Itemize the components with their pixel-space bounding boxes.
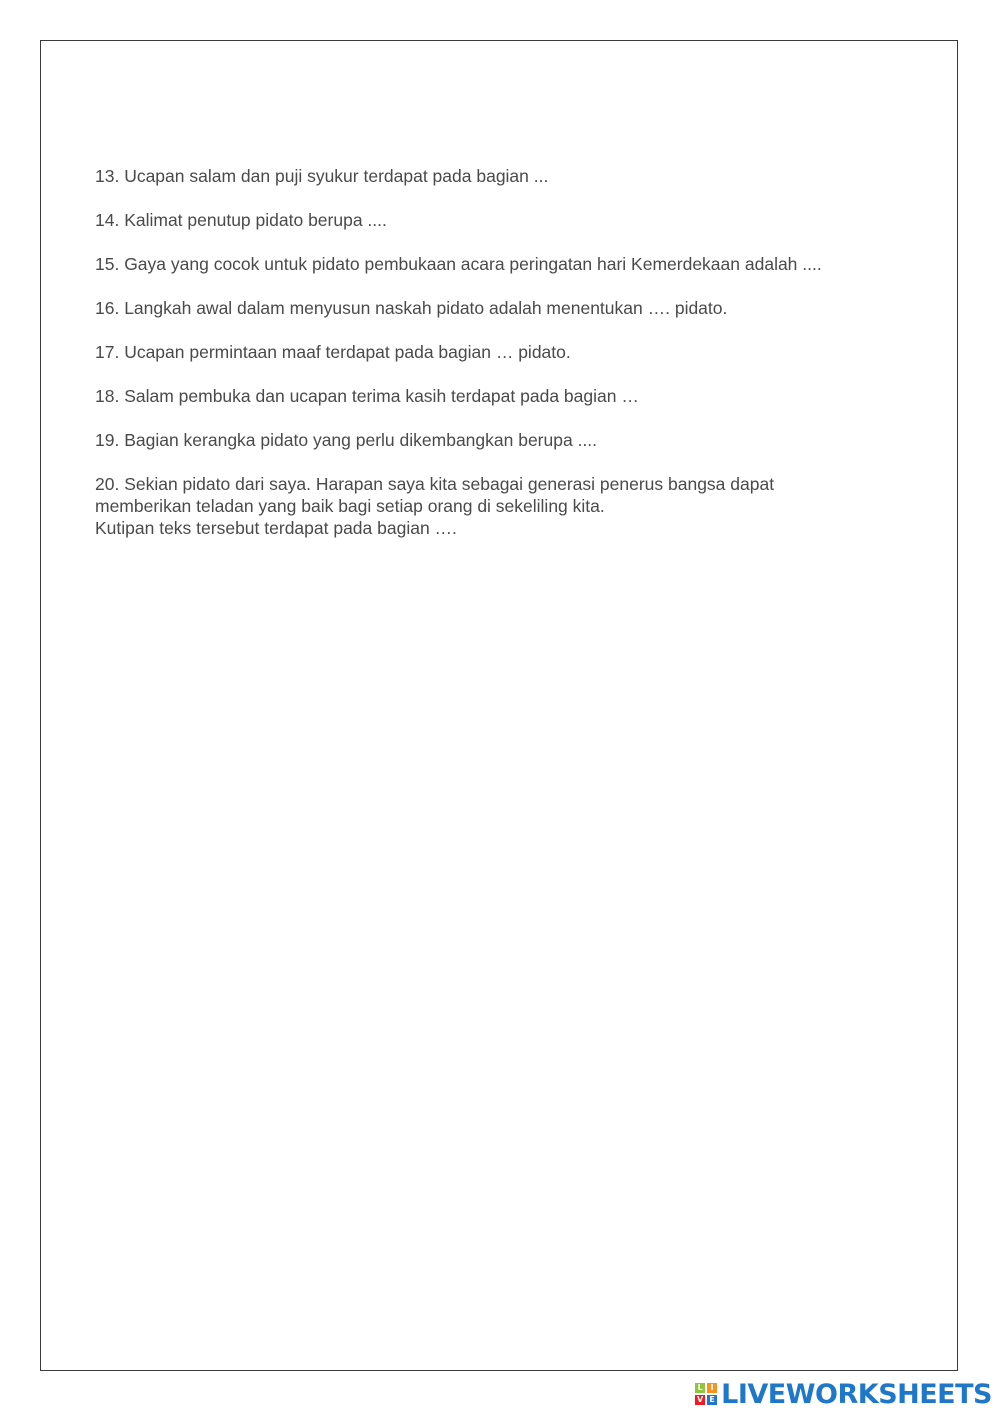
question-20-line-1: 20. Sekian pidato dari saya. Harapan saya kita sebagai generasi penerus bangsa dapat: [95, 474, 775, 494]
question-19: 19. Bagian kerangka pidato yang perlu dikembangkan berupa ....: [95, 430, 598, 450]
question-20: [95, 473, 915, 539]
question-18: 18. Salam pembuka dan ucapan terima kasih terdapat pada bagian …: [95, 386, 639, 406]
logo-letter-l: L: [695, 1383, 705, 1393]
liveworksheets-logo-icon: [695, 1383, 717, 1405]
liveworksheets-wordmark: LIVEWORKSHEETS: [721, 1378, 992, 1410]
logo-letter-v: V: [697, 1395, 704, 1404]
question-13: 13. Ucapan salam dan puji syukur terdapat pada bagian ...: [95, 166, 549, 186]
question-17: 17. Ucapan permintaan maaf terdapat pada bagian … pidato.: [95, 342, 571, 362]
question-list: [95, 165, 915, 561]
logo-letter-e: E: [707, 1395, 717, 1405]
question-15: 15. Gaya yang cocok untuk pidato pembukaan acara peringatan hari Kemerdekaan adalah ....: [95, 254, 822, 274]
question-20-line-2: memberikan teladan yang baik bagi setiap orang di sekeliling kita.: [95, 496, 605, 516]
logo-letter-i: I: [707, 1383, 717, 1393]
question-14: 14. Kalimat penutup pidato berupa ....: [95, 210, 387, 230]
question-20-line-3: Kutipan teks tersebut terdapat pada bagian ….: [95, 518, 457, 538]
liveworksheets-brand: [695, 1378, 992, 1410]
question-16: 16. Langkah awal dalam menyusun naskah pidato adalah menentukan …. pidato.: [95, 298, 728, 318]
